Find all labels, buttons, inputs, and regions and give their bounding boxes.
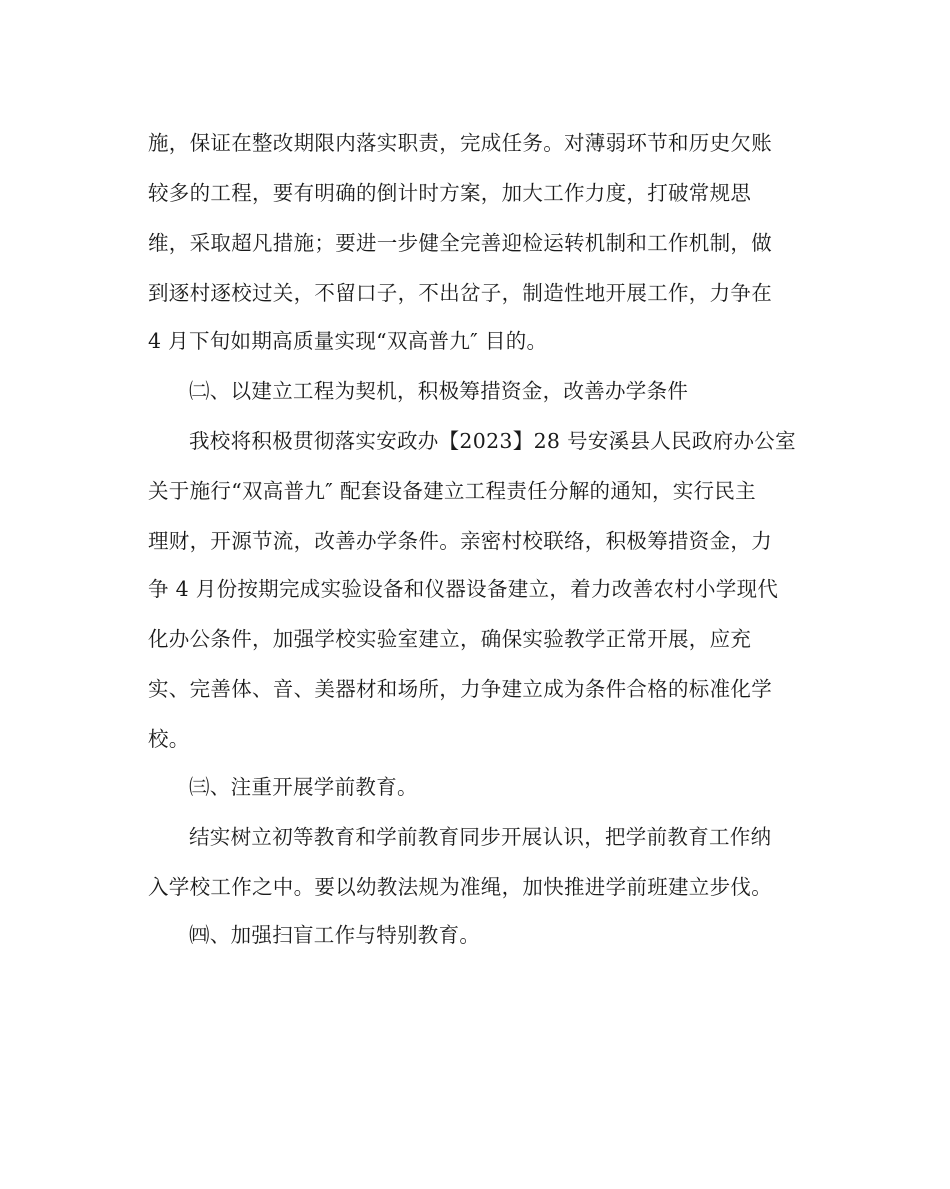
paragraph-line: 化办公条件，加强学校实验室建立，确保实验教学正常开展，应充 (148, 627, 752, 651)
section-heading: ㈡、以建立工程为契机，积极筹措资金，改善办学条件 (189, 379, 689, 403)
paragraph-line: 4 月下旬如期高质量实现“双高普九″ 目的。 (148, 329, 548, 353)
paragraph-line: 到逐村逐校过关，不留口子，不出岔子，制造性地开展工作，力争在 (148, 281, 772, 305)
paragraph-line: 理财，开源节流，改善办学条件。亲密村校联络，积极筹措资金，力 (148, 529, 772, 553)
paragraph-line: 校。 (148, 727, 190, 751)
paragraph-line: 实、完善体、音、美器材和场所，力争建立成为条件合格的标准化学 (148, 677, 772, 701)
section-heading: ㈢、注重开展学前教育。 (189, 775, 418, 799)
paragraph-line: 争 4 月份按期完成实验设备和仪器设备建立，着力改善农村小学现代 (148, 577, 779, 601)
section-heading: ㈣、加强扫盲工作与特别教育。 (189, 923, 481, 947)
paragraph-line: 维，采取超凡措施；要进一步健全完善迎检运转机制和工作机制，做 (148, 231, 772, 255)
paragraph-line: 关于施行“双高普九″ 配套设备建立工程责任分解的通知，实行民主 (148, 479, 756, 503)
paragraph-line: 施，保证在整改期限内落实职责，完成任务。对薄弱环节和历史欠账 (148, 131, 772, 155)
paragraph-line: 结实树立初等教育和学前教育同步开展认识，把学前教育工作纳 (189, 825, 772, 849)
paragraph-line: 我校将积极贯彻落实安政办【2023】28 号安溪县人民政府办公室 (189, 429, 796, 453)
paragraph-line: 入学校工作之中。要以幼教法规为准绳，加快推进学前班建立步伐。 (148, 875, 772, 899)
paragraph-line: 较多的工程，要有明确的倒计时方案，加大工作力度，打破常规思 (148, 181, 752, 205)
